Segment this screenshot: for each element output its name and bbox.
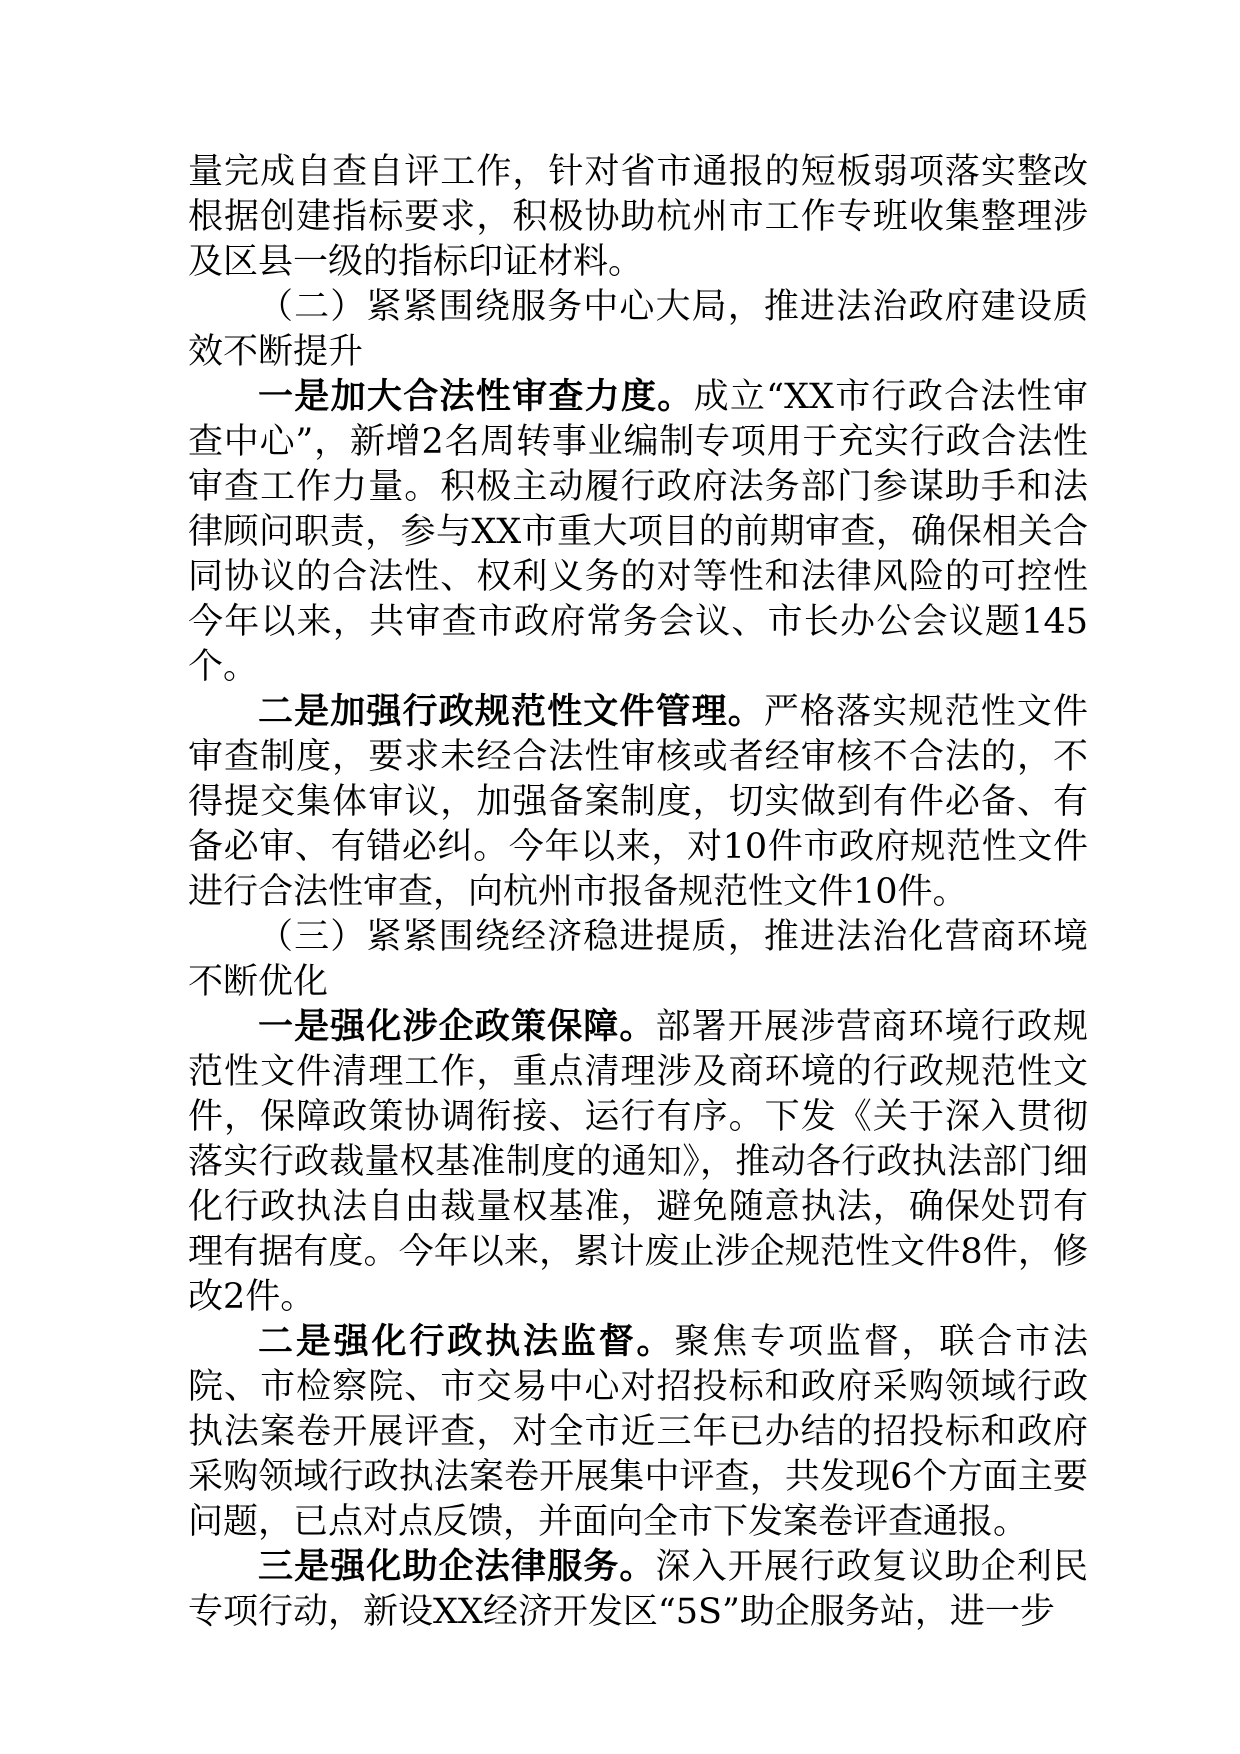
document-body bbox=[188, 150, 1088, 1635]
paragraph-lead: 一是强化涉企政策保障。 bbox=[258, 1007, 656, 1047]
paragraph-text: 严格落实规范性文件审查制度，要求未经合法性审核或者经审核不合法的，不得提交集体审议，加强备案制度，切实做到有件必备、有备必审、有错必纠。今年以来，对10件市政府规范性文件进行合法性审查，向杭州市报备规范性文件10件。 bbox=[188, 692, 1088, 912]
paragraph-normative-documents bbox=[188, 690, 1088, 915]
paragraph-legal-services bbox=[188, 1545, 1088, 1635]
paragraph-lead: 一是加大合法性审查力度。 bbox=[258, 377, 694, 417]
paragraph-lead: 三是强化助企法律服务。 bbox=[258, 1547, 656, 1587]
heading-text: （三）紧紧围绕经济稳进提质，推进法治化营商环境不断优化 bbox=[188, 917, 1088, 1002]
paragraph-legality-review bbox=[188, 375, 1088, 690]
paragraph-continuation bbox=[188, 150, 1088, 285]
paragraph-text: 成立“XX市行政合法性审查中心”，新增2名周转事业编制专项用于充实行政合法性审查工作力量。积极主动履行政府法务部门参谋助手和法律顾问职责，参与XX市重大项目的前期审查，确保相关合同协议的合法性、权利义务的对等性和法律风险的可控性今年以来，共审查市政府常务会议、市长办公会议题145个。 bbox=[188, 377, 1088, 687]
heading-text: （二）紧紧围绕服务中心大局，推进法治政府建设质效不断提升 bbox=[188, 287, 1088, 372]
section-heading-3 bbox=[188, 915, 1088, 1005]
paragraph-enforcement-supervision bbox=[188, 1320, 1088, 1545]
section-heading-2 bbox=[188, 285, 1088, 375]
paragraph-text: 聚焦专项监督，联合市法院、市检察院、市交易中心对招投标和政府采购领域行政执法案卷开展评查，对全市近三年已办结的招投标和政府采购领域行政执法案卷开展集中评查，共发现6个方面主要问题，已点对点反馈，并面向全市下发案卷评查通报。 bbox=[188, 1322, 1088, 1542]
paragraph-lead: 二是加强行政规范性文件管理。 bbox=[258, 692, 764, 732]
paragraph-lead: 二是强化行政执法监督。 bbox=[258, 1322, 675, 1362]
paragraph-text: 深入开展行政复议助企利民专项行动，新设XX经济开发区“5S”助企服务站，进一步 bbox=[188, 1547, 1088, 1632]
paragraph-text: 量完成自查自评工作，针对省市通报的短板弱项落实整改根据创建指标要求，积极协助杭州市工作专班收集整理涉及区县一级的指标印证材料。 bbox=[188, 152, 1088, 282]
paragraph-text: 部署开展涉营商环境行政规范性文件清理工作，重点清理涉及商环境的行政规范性文件，保障政策协调衔接、运行有序。下发《关于深入贯彻落实行政裁量权基准制度的通知》，推动各行政执法部门细化行政执法自由裁量权基准，避免随意执法，确保处罚有理有据有度。今年以来，累计废止涉企规范性文件8件，修改2件。 bbox=[188, 1007, 1088, 1317]
paragraph-policy-guarantee bbox=[188, 1005, 1088, 1320]
